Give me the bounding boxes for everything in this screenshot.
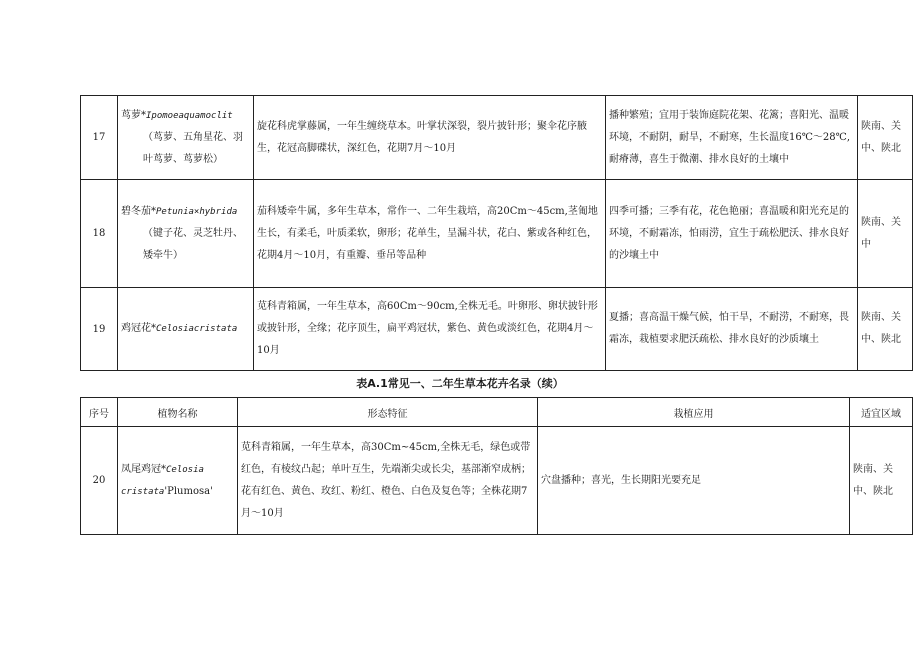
cultivation-cell: 夏播；喜高温干燥气候，怕干旱，不耐涝，不耐寒，畏霜冻，栽植要求肥沃疏松、排水良好的沙质壤土 <box>606 288 858 371</box>
row-number: 18 <box>81 180 118 288</box>
header-number: 序号 <box>81 398 118 427</box>
region-cell: 陕南、关中 <box>858 180 913 288</box>
header-region: 适宜区域 <box>850 398 913 427</box>
cultivation-cell: 播种繁殖；宜用于装饰庭院花架、花篱；喜阳光、温暖环境，不耐阴，耐旱，不耐寒，生长温度16℃～28℃,耐瘠薄，喜生于微潮、排水良好的土壤中 <box>606 96 858 180</box>
plant-cultivar: 'Plumosa' <box>164 485 213 497</box>
region-cell: 陕南、关中、陕北 <box>858 288 913 371</box>
region-cell: 陕南、关中、陕北 <box>858 96 913 180</box>
morphology-cell: 茄科矮牵牛属，多年生草本，常作一、二年生栽培，高20Cm～45cm,茎匍地生长，有柔毛，叶质柔软，卵形；花单生，呈漏斗状，花白、紫或各种红色，花期4月～10月，有重瓣、垂吊等品种 <box>254 180 606 288</box>
row-number: 19 <box>81 288 118 371</box>
header-morphology: 形态特征 <box>238 398 538 427</box>
plant-name-sci: Petunia×hybrida <box>156 206 238 217</box>
plant-table-part1 <box>80 95 913 371</box>
table-row <box>81 427 913 535</box>
table-row <box>81 180 913 288</box>
plant-name-sci: Celosiacristata <box>156 324 238 334</box>
morphology-cell: 苋科青箱属，一年生草本，高30Cm~45cm,全株无毛，绿色或带红色，有棱纹凸起；单叶互生，先端渐尖或长尖，基部渐窄成柄；花有红色、黄色、玫红、粉红、橙色、白色及复色等；全株花期7月～10月 <box>238 427 538 535</box>
plant-name-cell <box>118 96 254 180</box>
header-plant-name: 植物名称 <box>118 398 238 427</box>
plant-alias: （键子花、灵芝牡丹、矮牵牛） <box>143 227 243 261</box>
table-row <box>81 96 913 180</box>
plant-name-cn: 碧冬茄* <box>121 205 156 217</box>
table-row <box>81 288 913 371</box>
plant-table-part2 <box>80 397 913 535</box>
cultivation-cell: 四季可播；三季有花，花色艳丽；喜温暖和阳光充足的环境，不耐霜冻，怕雨涝，宜生于疏松肥沃、排水良好的沙壤土中 <box>606 180 858 288</box>
plant-name-cell <box>118 288 254 371</box>
row-number: 17 <box>81 96 118 180</box>
morphology-cell: 旋花科虎掌藤属，一年生缠绕草本。叶掌状深裂，裂片披针形；聚伞花序腋生，花冠高脚碟状，深红色，花期7月～10月 <box>254 96 606 180</box>
cultivation-cell: 穴盘播种；喜光，生长期阳光要充足 <box>538 427 850 535</box>
header-row <box>81 398 913 427</box>
header-cultivation: 栽植应用 <box>538 398 850 427</box>
plant-name-cell <box>118 180 254 288</box>
plant-name-cn: 茑萝* <box>121 109 146 121</box>
plant-name-cn: 鸡冠花* <box>121 323 156 334</box>
region-cell: 陕南、关中、陕北 <box>850 427 913 535</box>
plant-name-cell <box>118 427 238 535</box>
table-title: 表A.1常见一、二年生草本花卉名录（续） <box>356 377 564 390</box>
morphology-cell: 苋科青箱属，一年生草本，高60Cm～90cm,全株无毛。叶卵形、卵状披针形或披针形，全缘；花序顶生，扁平鸡冠状，紫色、黄色或淡红色，花期4月～10月 <box>254 288 606 371</box>
plant-name-sci: Ipomoeaquamoclit <box>146 110 233 121</box>
plant-name-sci: Celosia cristata <box>121 464 204 497</box>
plant-name-cn: 凤尾鸡冠* <box>121 463 166 475</box>
plant-alias: （茑萝、五角星花、羽叶茑萝、茑萝松） <box>143 131 243 165</box>
row-number: 20 <box>81 427 118 535</box>
